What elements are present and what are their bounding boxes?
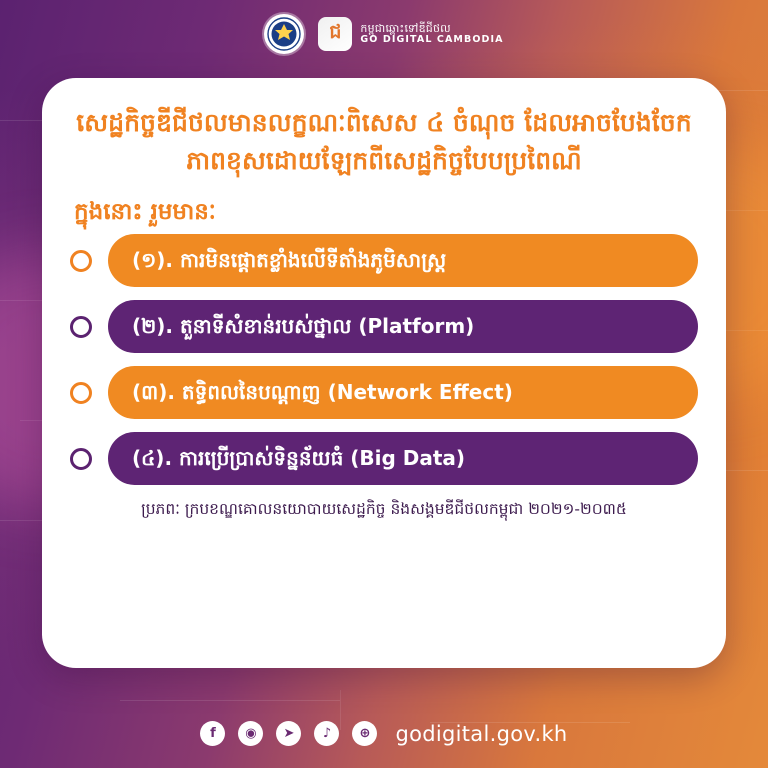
source-note: ប្រភពៈ ក្របខណ្ឌគោលនយោបាយសេដ្ឋកិច្ច និងសង្គមឌីជីថលកម្ពុជា ២០២១-២០៣៥ bbox=[141, 500, 627, 519]
bullet-icon bbox=[70, 316, 92, 338]
page-title: សេដ្ឋកិច្ចឌីជីថលមានលក្ខណៈពិសេស ៤ ចំណុច ដែលអាចបែងចែកភាពខុសដោយឡែកពីសេដ្ឋកិច្ចបែបប្រពៃណី bbox=[76, 108, 692, 175]
instagram-icon[interactable]: ◉ bbox=[238, 721, 263, 746]
list-item-label: (៤). ការប្រើប្រាស់ទិន្នន័យធំ (Big Data) bbox=[108, 432, 698, 485]
facebook-icon[interactable]: f bbox=[200, 721, 225, 746]
list-item-label: (១). ការមិនផ្តោតខ្លាំងលើទីតាំងភូមិសាស្ត្រ bbox=[108, 234, 698, 287]
list-item bbox=[70, 234, 698, 287]
cambodia-government-emblem-icon bbox=[264, 14, 304, 54]
list-item-label: (២). តួនាទីសំខាន់របស់ថ្នាល (Platform) bbox=[108, 300, 698, 353]
go-digital-cambodia-logo bbox=[318, 17, 503, 51]
brand-name-english: GO DIGITAL CAMBODIA bbox=[360, 33, 504, 45]
brand-name-khmer: កម្ពុជាឆ្ពោះទៅឌីជីថល bbox=[360, 22, 451, 36]
bullet-icon bbox=[70, 382, 92, 404]
feature-list bbox=[70, 234, 698, 485]
bullet-icon bbox=[70, 448, 92, 470]
list-item bbox=[70, 300, 698, 353]
list-item bbox=[70, 366, 698, 419]
website-icon[interactable]: ⊕ bbox=[352, 721, 377, 746]
bullet-icon bbox=[70, 250, 92, 272]
go-digital-mark-icon: ជ bbox=[318, 17, 352, 51]
section-subtitle: ក្នុងនោះ រួមមានៈ bbox=[74, 199, 216, 225]
list-item-label: (៣). តទ្ធិពលនៃបណ្តាញ (Network Effect) bbox=[108, 366, 698, 419]
tiktok-icon[interactable]: ♪ bbox=[314, 721, 339, 746]
footer-bar bbox=[0, 721, 768, 746]
website-url[interactable]: godigital.gov.kh bbox=[395, 721, 568, 746]
content-card bbox=[42, 78, 726, 668]
header-logos bbox=[0, 14, 768, 54]
list-item bbox=[70, 432, 698, 485]
telegram-icon[interactable]: ➤ bbox=[276, 721, 301, 746]
